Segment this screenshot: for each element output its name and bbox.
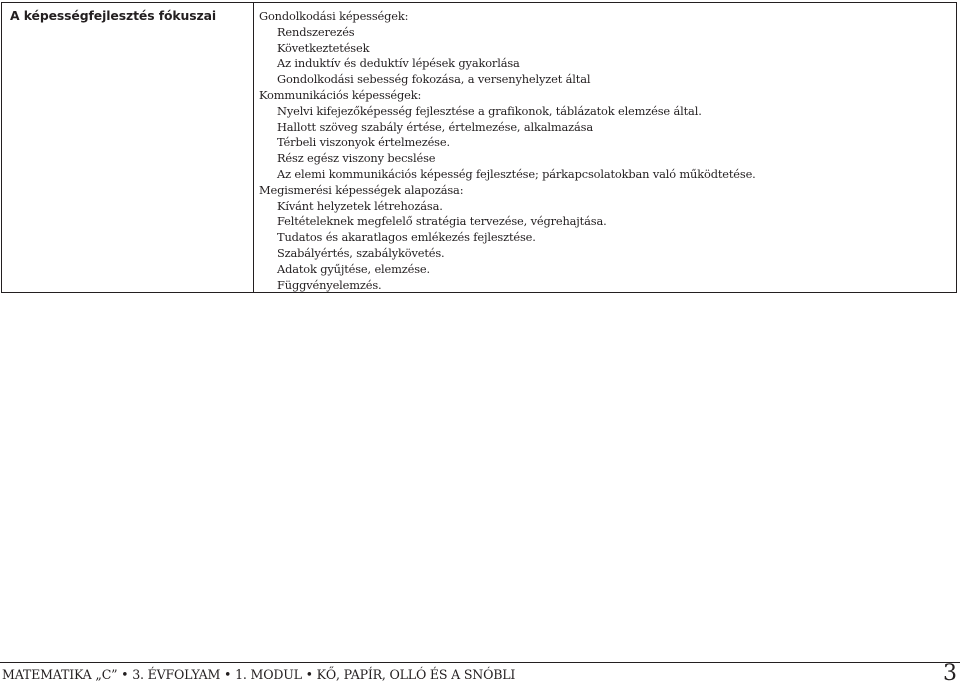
list-item: Térbeli viszonyok értelmezése. — [277, 135, 450, 150]
list-item: Adatok gyűjtése, elemzése. — [277, 261, 430, 276]
list-item: Következtetések — [277, 40, 370, 55]
group-title: Megismerési képességek alapozása: — [259, 182, 464, 197]
list-item: Rész egész viszony becslése — [277, 151, 436, 166]
skill-group-communication — [259, 88, 956, 183]
list-item: Rendszerezés — [277, 24, 355, 39]
group-title: Gondolkodási képességek: — [259, 9, 409, 23]
list-item: Feltételeknek megfelelő stratégia tervezése, végrehajtása. — [277, 214, 607, 229]
list-item: Függvényelemzés. — [277, 277, 382, 292]
list-item: Hallott szöveg szabály értése, értelmezése, alkalmazása — [277, 119, 593, 134]
skills-table — [1, 2, 957, 293]
page-footer — [0, 661, 960, 686]
group-items — [259, 25, 956, 88]
list-item: Szabályértés, szabálykövetés. — [277, 245, 445, 260]
skill-group-cognition — [259, 183, 956, 294]
list-item: Az induktív és deduktív lépések gyakorlása — [277, 56, 520, 71]
group-title: Kommunikációs képességek: — [259, 87, 422, 102]
page-number: 3 — [943, 661, 957, 686]
list-item: Kívánt helyzetek létrehozása. — [277, 198, 443, 213]
list-item: Nyelvi kifejezőképesség fejlesztése a grafikonok, táblázatok elemzése által. — [277, 103, 702, 118]
group-items — [259, 199, 956, 294]
footer-running-title: MATEMATIKA „C” • 3. ÉVFOLYAM • 1. MODUL • KŐ, PAPÍR, OLLÓ ÉS A SNÓBLI — [2, 667, 516, 682]
skill-group-thinking — [259, 9, 956, 88]
list-item: Tudatos és akaratlagos emlékezés fejlesztése. — [277, 230, 536, 245]
group-items — [259, 104, 956, 183]
list-item: Az elemi kommunikációs képesség fejlesztése; párkapcsolatokban való működtetése. — [277, 166, 756, 181]
table-heading: A képességfejlesztés fókuszai — [10, 8, 217, 23]
table-right-cell — [254, 3, 956, 292]
list-item: Gondolkodási sebesség fokozása, a versenyhelyzet által — [277, 72, 591, 87]
table-left-cell — [2, 3, 254, 292]
